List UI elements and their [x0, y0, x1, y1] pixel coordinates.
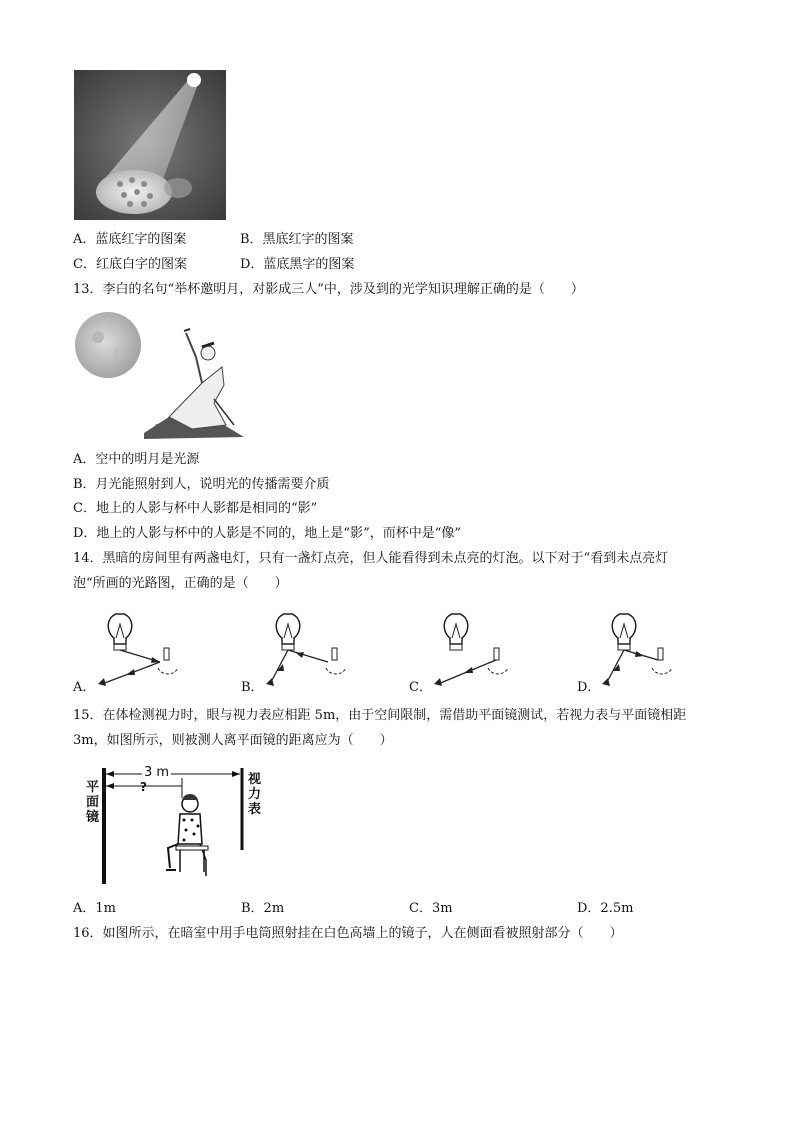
q15-stem-line2: 3m，如图所示，则被测人离平面镜的距离应为（ ）	[73, 733, 393, 748]
eye-chart-label: 视力表	[248, 772, 262, 817]
q14-diagram-d	[596, 612, 696, 694]
q14-option-c: C．	[409, 680, 432, 695]
q14-diagram-a	[92, 612, 192, 694]
q12-option-c: C．红底白字的图案	[73, 257, 187, 272]
q14-option-b: B．	[241, 680, 264, 695]
q13-option-b: B．月光能照射到人，说明光的传播需要介质	[73, 477, 330, 492]
q12-option-a: A．蓝底红字的图案	[73, 232, 187, 247]
q13-option-d: D．地上的人影与杯中的人影是不同的，地上是“影”，而杯中是“像”	[73, 526, 462, 541]
spotlight-photo	[74, 70, 226, 220]
q15-option-d: D．2.5m	[577, 901, 634, 916]
q15-option-a: A．1m	[73, 901, 116, 916]
unknown-distance-label: ?	[140, 780, 147, 794]
mirror-label: 平面镜	[86, 780, 100, 825]
q14-diagram-b	[260, 612, 360, 694]
q14-option-a: A．	[73, 680, 96, 695]
eye-test-figure	[84, 764, 274, 888]
q12-option-d: D．蓝底黑字的图案	[240, 257, 355, 272]
distance-label: 3 m	[144, 765, 170, 780]
q13-stem: 13．李白的名句“举杯邀明月，对影成三人”中，涉及到的光学知识理解正确的是（ ）	[73, 282, 584, 297]
q15-option-c: C．3m	[409, 901, 453, 916]
q14-stem-line2: 泡“所画的光路图，正确的是（ ）	[73, 576, 288, 591]
libai-moon-illustration	[74, 307, 246, 441]
q12-option-b: B．黑底红字的图案	[240, 232, 354, 247]
q14-stem-line1: 14．黑暗的房间里有两盏电灯，只有一盏灯点亮，但人能看得到未点亮的灯泡。以下对于“看到未点亮灯	[73, 551, 669, 566]
q15-stem-line1: 15．在体检测视力时，眼与视力表应相距 5m，由于空间限制，需借助平面镜测试，若视力表与平面镜相距	[73, 708, 687, 723]
q15-option-b: B．2m	[241, 901, 285, 916]
q14-diagram-c	[428, 612, 528, 694]
q16-stem: 16．如图所示，在暗室中用手电筒照射挂在白色高墙上的镜子，人在侧面看被照射部分（ ）	[73, 926, 623, 941]
q13-option-a: A．空中的明月是光源	[73, 452, 200, 467]
q14-option-d: D．	[577, 680, 601, 695]
q13-option-c: C．地上的人影与杯中人影都是相同的“影”	[73, 501, 318, 516]
